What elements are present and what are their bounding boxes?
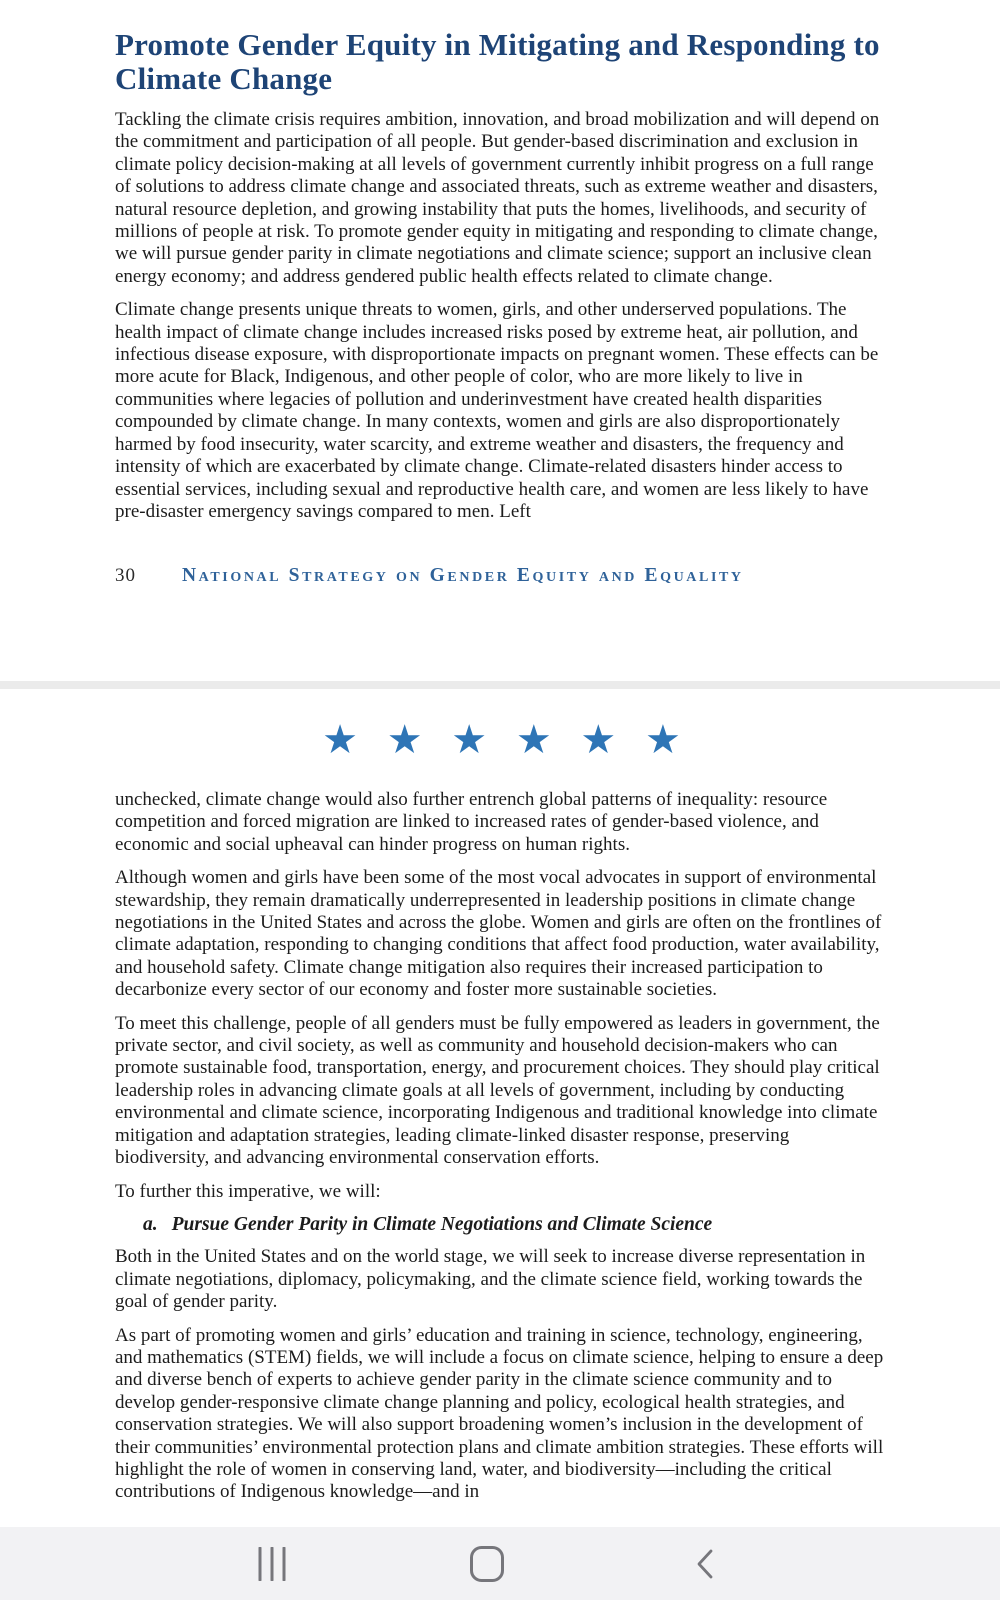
section-title-line-1: Promote Gender Equity in Mitigating and Responding to [115,27,880,62]
recents-icon [257,1547,287,1581]
subheading-marker: a. [143,1213,158,1235]
star-divider: ★ ★ ★ ★ ★ ★ [322,717,681,763]
section-title [115,28,888,96]
pdf-page-30 [0,0,1000,681]
back-icon [695,1548,715,1580]
home-icon [469,1545,505,1583]
paragraph: Tackling the climate crisis requires ambition, innovation, and broad mobilization and will depend on the commitment and participation of all people. But gender-based discrimination and exclusion in climate policy decision-making at all levels of government currently inhibit progress on a full range of solutions to address climate change and associated threats, such as extreme weather and disasters, natural resource depletion, and growing instability that puts the homes, livelihoods, and security of millions of people at risk. To promote gender equity in mitigating and responding to climate change, we will pursue gender parity in climate negotiations and climate science; support an inclusive clean energy economy; and address gendered public health effects related to climate change. [115,109,880,287]
recents-button[interactable] [242,1527,302,1600]
running-title: National Strategy on Gender Equity and Equality [182,565,744,587]
page-number: 30 [115,565,136,587]
paragraph: To further this imperative, we will: [115,1180,381,1202]
subheading-title: Pursue Gender Parity in Climate Negotiations and Climate Science [171,1213,713,1235]
page-footer [115,565,888,587]
section-title-line-2: Climate Change [115,61,333,96]
home-button[interactable] [457,1527,517,1600]
paragraph: Both in the United States and on the world stage, we will seek to increase diverse representation in climate negotiations, diplomacy, policymaking, and the climate science field, working towards the goal of gender parity. [115,1246,866,1313]
paragraph: unchecked, climate change would also further entrench global patterns of inequality: resource competition and forced migration are linked to increased rates of gender-based violence, and economic and social upheaval can hinder progress on human rights. [115,789,828,855]
pdf-page-31 [0,717,1000,1600]
subheading-a [115,1214,888,1236]
paragraph: To meet this challenge, people of all genders must be fully empowered as leaders in government, the private sector, and civil society, as well as community and household decision-makers who can promote sustainable food, transportation, energy, and procurement choices. They should play critical leadership roles in advancing climate goals at all levels of government, including by conducting environmental and climate science, incorporating Indigenous and traditional knowledge into climate mitigation and adaptation strategies, leading climate-linked disaster response, preserving biodiversity, and advancing environmental conservation efforts. [115,1012,880,1169]
paragraph: Although women and girls have been some of the most vocal advocates in support of environmental stewardship, they remain dramatically underrepresented in leadership positions in climate change negotiations in the United States and across the globe. Women and girls are often on the frontlines of climate adaptation, responding to changing conditions that affect food production, water availability, and household safety. Climate change mitigation also requires their increased participation to decarbonize every sector of our economy and foster more sustainable societies. [115,867,882,1001]
back-button[interactable] [675,1527,735,1600]
page-separator [0,681,1000,689]
paragraph: As part of promoting women and girls’ education and training in science, technology, engineering, and mathematics (STEM) fields, we will include a focus on climate science, helping to ensure a deep and diverse bench of experts to achieve gender parity in the climate science community and to develop gender-responsive climate change planning and policy, ecological health strategies, and conservation strategies. We will also support broadening women’s inclusion in the development of their communities’ environmental protection plans and climate ambition strategies. These efforts will highlight the role of women in conserving land, water, and biodiversity—including the critical contributions of Indigenous knowledge—and in [115,1324,884,1503]
paragraph: Climate change presents unique threats to women, girls, and other underserved populations. The health impact of climate change includes increased risks posed by extreme heat, air pollution, and infectious disease exposure, with disproportionate impacts on pregnant women. These effects can be more acute for Black, Indigenous, and other people of color, who are more likely to live in communities where legacies of pollution and underinvestment have created health disparities compounded by climate change. In many contexts, women and girls are also disproportionately harmed by food insecurity, water scarcity, and extreme weather and disasters, the frequency and intensity of which are exacerbated by climate change. Climate-related disasters hinder access to essential services, including sexual and reproductive health care, and women are less likely to have pre-disaster emergency savings compared to men. Left [115,299,879,522]
android-navigation-bar [0,1527,1000,1600]
